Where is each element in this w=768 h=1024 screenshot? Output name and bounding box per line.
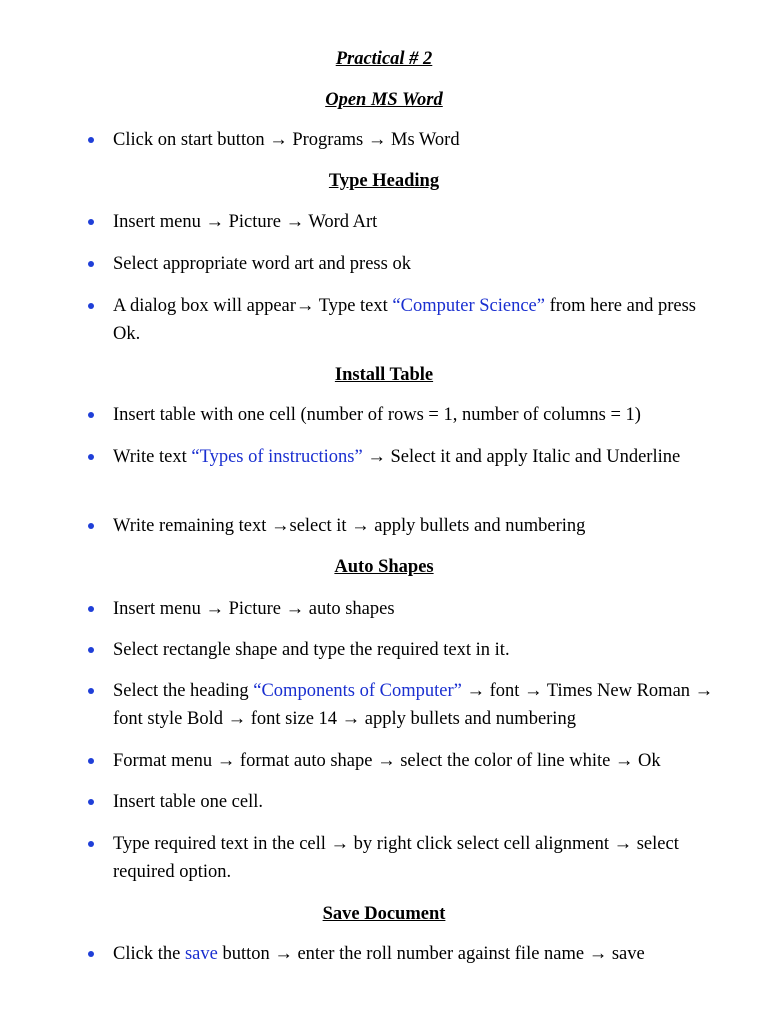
list-item: [88, 250, 718, 278]
highlighted-text: “Computer Science”: [392, 296, 545, 316]
text-segment: Select the heading: [113, 681, 254, 701]
list-item: [88, 788, 718, 816]
list-item-text: Insert menu → Picture → auto shapes: [113, 599, 395, 619]
heading-auto-shapes: Auto Shapes: [334, 557, 434, 577]
list-item-text: Format menu → format auto shape → select the color of line white → Ok: [113, 751, 661, 771]
text-segment: from here and press Ok.: [113, 296, 696, 344]
text-segment: A dialog box will appear→ Type text: [113, 296, 393, 316]
list-item: [88, 401, 718, 429]
bullet-icon: [88, 412, 94, 418]
list-item-text: Insert table one cell.: [113, 792, 263, 812]
bullet-icon: [88, 688, 94, 694]
heading-open-ms-word: Open MS Word: [325, 90, 443, 110]
bullet-icon: [88, 758, 94, 764]
text-segment: button → enter the roll number against file name → save: [217, 944, 645, 964]
list-item-text: [113, 677, 718, 733]
list-item-text: Select rectangle shape and type the required text in it.: [113, 640, 510, 660]
list-item: [88, 747, 718, 775]
list-item: [88, 512, 718, 540]
list-item-text: [113, 292, 718, 348]
bullet-icon: [88, 799, 94, 805]
heading-save-document: Save Document: [322, 904, 446, 924]
bullet-icon: [88, 951, 94, 957]
highlighted-text: save: [184, 944, 218, 964]
list-item: [88, 677, 718, 733]
text-segment: → Select it and apply Italic and Underline: [362, 447, 681, 467]
bullet-icon: [88, 606, 94, 612]
list-item-text: Write remaining text →select it → apply bullets and numbering: [113, 516, 586, 536]
list-item-text: Type required text in the cell → by right click select cell alignment → select required option.: [113, 834, 679, 882]
list-item-text: Click on start button → Programs → Ms Word: [113, 130, 460, 150]
bullet-icon: [88, 841, 94, 847]
bullet-icon: [88, 647, 94, 653]
list-item: [88, 940, 718, 968]
highlighted-text: “Components of Computer”: [253, 681, 462, 701]
practical-title: Practical # 2: [335, 49, 433, 69]
bullet-icon: [88, 303, 94, 309]
list-item: [88, 636, 718, 664]
list-item: [88, 443, 718, 471]
heading-type-heading: Type Heading: [328, 171, 440, 191]
list-item: [88, 595, 718, 623]
list-item: [88, 208, 718, 236]
list-item-text: [113, 443, 718, 471]
highlighted-text: “Types of instructions”: [191, 447, 363, 467]
bullet-icon: [88, 454, 94, 460]
list-item-text: Select appropriate word art and press ok: [113, 254, 411, 274]
heading-install-table: Install Table: [334, 365, 434, 385]
text-segment: Click the: [113, 944, 185, 964]
list-item: [88, 830, 718, 886]
list-item: [88, 292, 718, 348]
bullet-icon: [88, 137, 94, 143]
text-segment: → font → Times New Roman → font style Bold → font size 14 → apply bullets and numbering: [113, 681, 714, 729]
bullet-icon: [88, 261, 94, 267]
text-segment: Write text: [113, 447, 192, 467]
list-item-text: Insert menu → Picture → Word Art: [113, 212, 378, 232]
bullet-icon: [88, 219, 94, 225]
list-item: [88, 126, 718, 154]
list-item-text: [113, 940, 718, 968]
list-item-text: Insert table with one cell (number of rows = 1, number of columns = 1): [113, 405, 641, 425]
bullet-icon: [88, 523, 94, 529]
